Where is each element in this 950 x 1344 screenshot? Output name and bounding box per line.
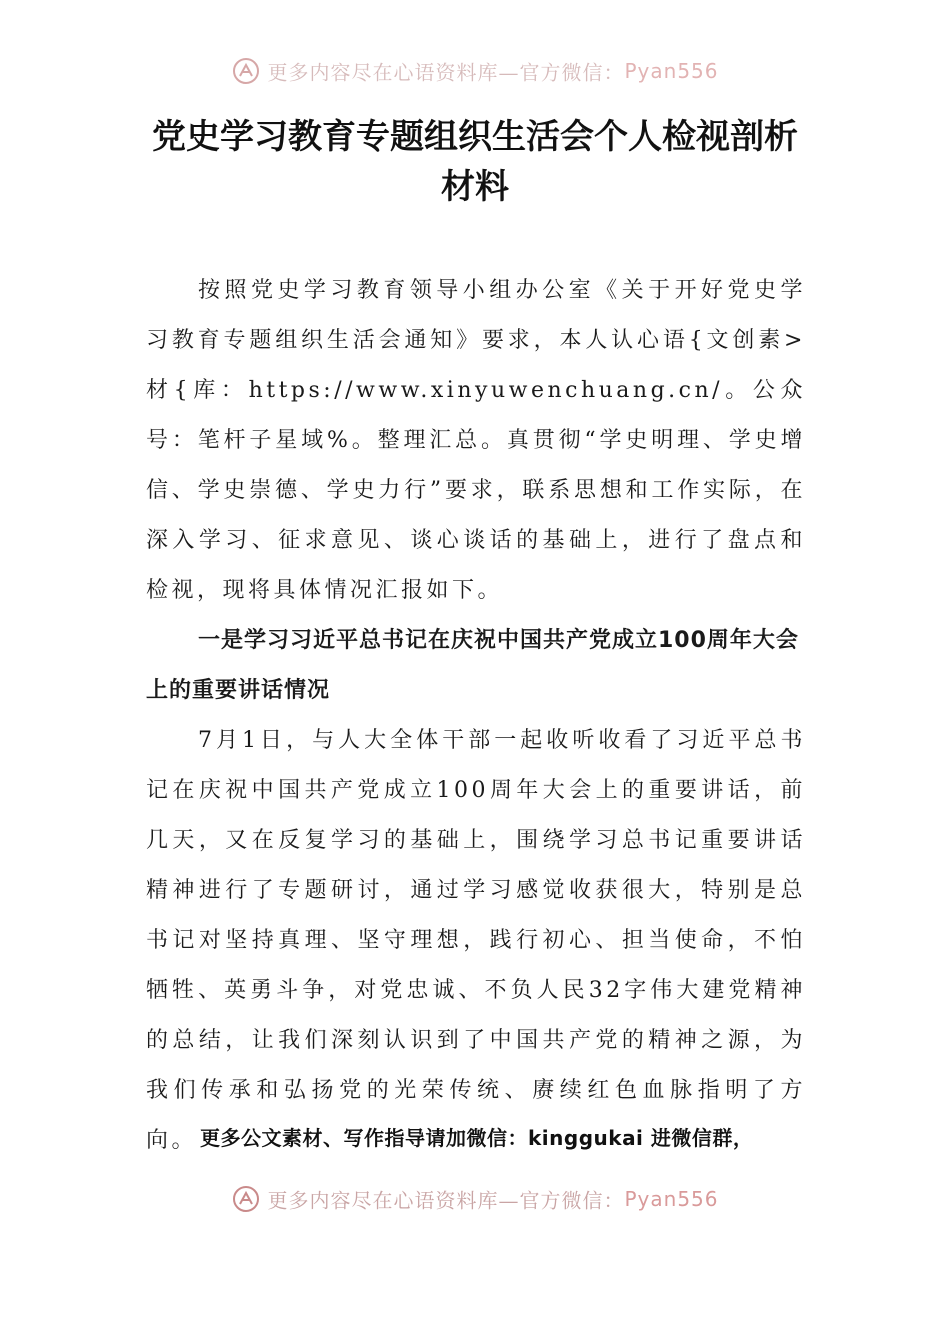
watermark-wechat-id: Pyan556 xyxy=(624,59,719,83)
footer-watermark xyxy=(0,1184,950,1214)
document-title: 党史学习教育专题组织生活会个人检视剖析材料 xyxy=(152,117,798,207)
brand-logo-icon xyxy=(231,56,261,86)
brand-logo-icon xyxy=(231,1184,261,1214)
watermark-wechat-id: Pyan556 xyxy=(624,1187,719,1211)
watermark-text: 更多内容尽在心语资料库—官方微信： xyxy=(267,1188,625,1213)
promo-note: 更多公文素材、写作指导请加微信：kinggukai 进微信群， xyxy=(200,1126,754,1150)
intro-paragraph: 按照党史学习教育领导小组办公室《关于开好党史学习教育专题组织生活会通知》要求，本人认心语{文创素>材{库：https://www.xinyuwenchuang.cn/。公众号：笔杆子星域%。整理汇总。真贯彻“学史明理、学史增信、学史崇德、学史力行”要求，联系思想和工作实际，在深入学习、征求意见、谈心谈话的基础上，进行了盘点和检视，现将具体情况汇报如下。 xyxy=(146,278,806,603)
header-watermark xyxy=(0,56,950,86)
section-heading: 一是学习习近平总书记在庆祝中国共产党成立100周年大会上的重要讲话情况 xyxy=(146,628,799,703)
section-paragraph: 7月1日，与人大全体干部一起收听收看了习近平总书记在庆祝中国共产党成立100周年大会上的重要讲话，前几天，又在反复学习的基础上，围绕学习总书记重要讲话精神进行了专题研讨，通过学习感觉收获很大，特别是总书记对坚持真理、坚守理想，践行初心、担当使命，不怕牺牲、英勇斗争，对党忠诚、不负人民32字伟大建党精神的总结，让我们深刻认识到了中国共产党的精神之源，为我们传承和弘扬党的光荣传统、赓续红色血脉指明了方向。 xyxy=(146,728,806,1153)
document-body xyxy=(146,266,806,1166)
watermark-text: 更多内容尽在心语资料库—官方微信： xyxy=(267,60,625,85)
